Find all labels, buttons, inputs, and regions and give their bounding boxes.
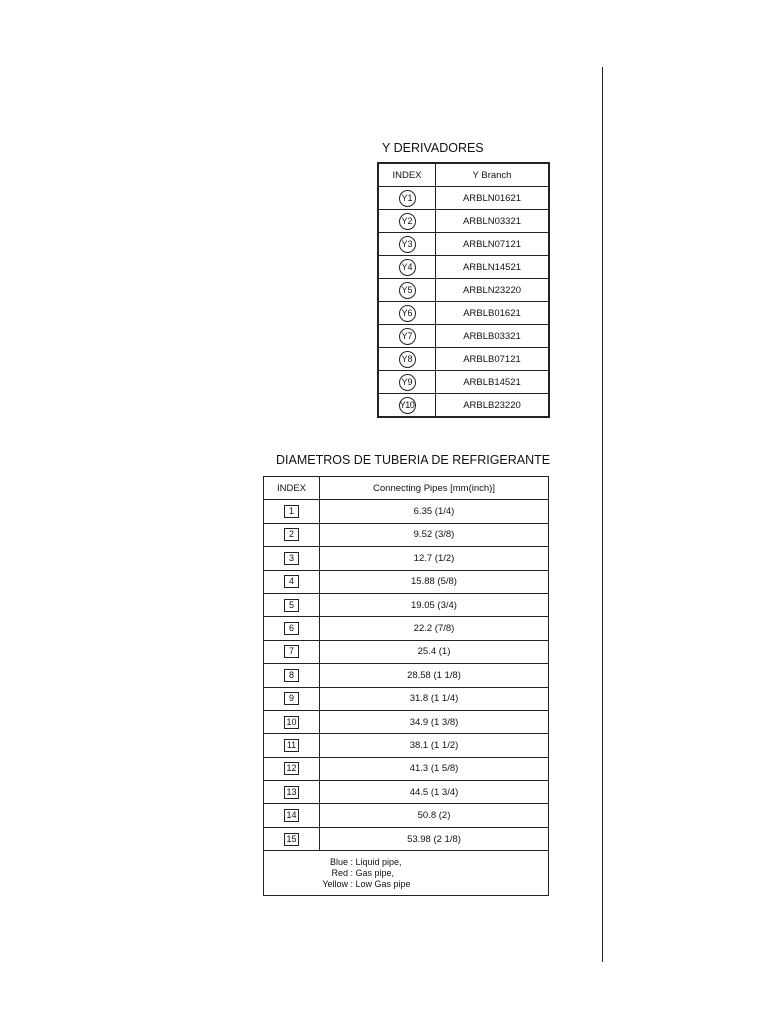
y-index-cell (378, 325, 436, 348)
boxed-index-marker: 5 (284, 599, 299, 612)
table-row (378, 394, 549, 418)
pipe-index-cell (264, 617, 320, 640)
boxed-index-marker: 15 (284, 833, 299, 846)
table-row (264, 593, 549, 616)
table-row (264, 570, 549, 593)
y-branch-model-cell: ARBLB01621 (436, 302, 550, 325)
table-row (378, 348, 549, 371)
y-index-cell (378, 394, 436, 418)
y-branch-model-cell: ARBLB23220 (436, 394, 550, 418)
boxed-index-marker: 11 (284, 739, 299, 752)
legend-separator: : (348, 867, 356, 878)
table-row (264, 804, 549, 827)
y-branch-model-cell: ARBLB14521 (436, 371, 550, 394)
table-row (264, 757, 549, 780)
boxed-index-marker: 7 (284, 645, 299, 658)
table-row (264, 781, 549, 804)
legend-separator: : (348, 856, 356, 867)
y-branch-header: Y Branch (436, 163, 550, 187)
pipe-index-header: INDEX (264, 477, 320, 500)
circled-index-marker: Y7 (399, 328, 416, 345)
pipe-size-cell: 50.8 (2) (320, 804, 549, 827)
table-row (264, 827, 549, 850)
pipe-index-cell (264, 827, 320, 850)
table-row (264, 734, 549, 757)
pipe-diameter-body (264, 500, 549, 851)
y-index-cell (378, 371, 436, 394)
pipe-index-cell (264, 664, 320, 687)
table-row (264, 500, 549, 523)
table-row (264, 664, 549, 687)
y-branch-model-cell: ARBLN23220 (436, 279, 550, 302)
boxed-index-marker: 9 (284, 692, 299, 705)
pipe-size-cell: 38.1 (1 1/2) (320, 734, 549, 757)
y-index-cell (378, 302, 436, 325)
table-row (264, 687, 549, 710)
legend-item (290, 879, 411, 890)
circled-index-marker: Y10 (399, 397, 416, 414)
table-row (378, 279, 549, 302)
y-index-cell (378, 187, 436, 210)
boxed-index-marker: 12 (284, 762, 299, 775)
table-row (378, 187, 549, 210)
table-row (378, 325, 549, 348)
circled-index-marker: Y5 (399, 282, 416, 299)
pipe-size-cell: 15.88 (5/8) (320, 570, 549, 593)
pipe-index-cell (264, 804, 320, 827)
legend-item (290, 868, 411, 879)
pipe-index-cell (264, 734, 320, 757)
legend-separator: : (348, 878, 356, 889)
pipe-size-cell: 22.2 (7/8) (320, 617, 549, 640)
y-index-cell (378, 233, 436, 256)
circled-index-marker: Y4 (399, 259, 416, 276)
table-row (264, 523, 549, 546)
pipe-size-cell: 28.58 (1 1/8) (320, 664, 549, 687)
boxed-index-marker: 1 (284, 505, 299, 518)
y-branch-table (377, 162, 550, 418)
circled-index-marker: Y3 (399, 236, 416, 253)
table-row (378, 371, 549, 394)
legend-pipe-type: Liquid pipe, (355, 856, 402, 867)
y-branch-model-cell: ARBLN01621 (436, 187, 550, 210)
table-row (264, 710, 549, 733)
boxed-index-marker: 2 (284, 528, 299, 541)
y-branch-body (378, 187, 549, 418)
boxed-index-marker: 13 (284, 786, 299, 799)
pipe-index-cell (264, 687, 320, 710)
pipe-size-cell: 12.7 (1/2) (320, 547, 549, 570)
pipe-index-cell (264, 523, 320, 546)
pipe-size-cell: 6.35 (1/4) (320, 500, 549, 523)
pipe-size-cell: 41.3 (1 5/8) (320, 757, 549, 780)
circled-index-marker: Y9 (399, 374, 416, 391)
y-branch-model-cell: ARBLN03321 (436, 210, 550, 233)
circled-index-marker: Y8 (399, 351, 416, 368)
pipe-size-cell: 53.98 (2 1/8) (320, 827, 549, 850)
pipe-diameter-title: DIAMETROS DE TUBERIA DE REFRIGERANTE (276, 453, 551, 467)
y-branch-model-cell: ARBLB03321 (436, 325, 550, 348)
table-row (378, 233, 549, 256)
y-branch-model-cell: ARBLN07121 (436, 233, 550, 256)
pipe-color-legend (264, 851, 549, 896)
pipe-index-cell (264, 781, 320, 804)
legend-color-name: Blue (329, 856, 348, 867)
boxed-index-marker: 14 (284, 809, 299, 822)
legend-row (264, 851, 549, 896)
pipe-index-cell (264, 500, 320, 523)
circled-index-marker: Y6 (399, 305, 416, 322)
boxed-index-marker: 3 (284, 552, 299, 565)
boxed-index-marker: 6 (284, 622, 299, 635)
pipe-size-cell: 34.9 (1 3/8) (320, 710, 549, 733)
legend-color-name: Yellow (322, 878, 348, 889)
pipe-size-cell: 31.8 (1 1/4) (320, 687, 549, 710)
boxed-index-marker: 10 (284, 716, 299, 729)
y-index-cell (378, 210, 436, 233)
table-row (378, 210, 549, 233)
y-index-cell (378, 256, 436, 279)
boxed-index-marker: 4 (284, 575, 299, 588)
pipe-size-cell: 25.4 (1) (320, 640, 549, 663)
table-header-row (378, 163, 549, 187)
legend-item (290, 857, 411, 868)
page-divider-line (602, 67, 603, 962)
pipe-index-cell (264, 547, 320, 570)
pipe-diameter-table (263, 476, 549, 896)
connecting-pipes-header: Connecting Pipes [mm(inch)] (320, 477, 549, 500)
pipe-size-cell: 44.5 (1 3/4) (320, 781, 549, 804)
legend-pipe-type: Low Gas pipe (355, 878, 411, 889)
pipe-index-cell (264, 593, 320, 616)
pipe-size-cell: 19.05 (3/4) (320, 593, 549, 616)
boxed-index-marker: 8 (284, 669, 299, 682)
legend-list (290, 857, 411, 890)
pipe-index-cell (264, 710, 320, 733)
y-index-header: INDEX (378, 163, 436, 187)
pipe-index-cell (264, 570, 320, 593)
circled-index-marker: Y1 (399, 190, 416, 207)
pipe-index-cell (264, 757, 320, 780)
circled-index-marker: Y2 (399, 213, 416, 230)
pipe-size-cell: 9.52 (3/8) (320, 523, 549, 546)
table-row (264, 547, 549, 570)
table-header-row (264, 477, 549, 500)
y-branch-title: Y DERIVADORES (382, 141, 484, 155)
table-row (378, 256, 549, 279)
pipe-index-cell (264, 640, 320, 663)
y-branch-model-cell: ARBLN14521 (436, 256, 550, 279)
legend-pipe-type: Gas pipe, (355, 867, 395, 878)
table-row (264, 640, 549, 663)
y-branch-model-cell: ARBLB07121 (436, 348, 550, 371)
table-row (264, 617, 549, 640)
y-index-cell (378, 279, 436, 302)
legend-color-name: Red (331, 867, 348, 878)
table-row (378, 302, 549, 325)
y-index-cell (378, 348, 436, 371)
